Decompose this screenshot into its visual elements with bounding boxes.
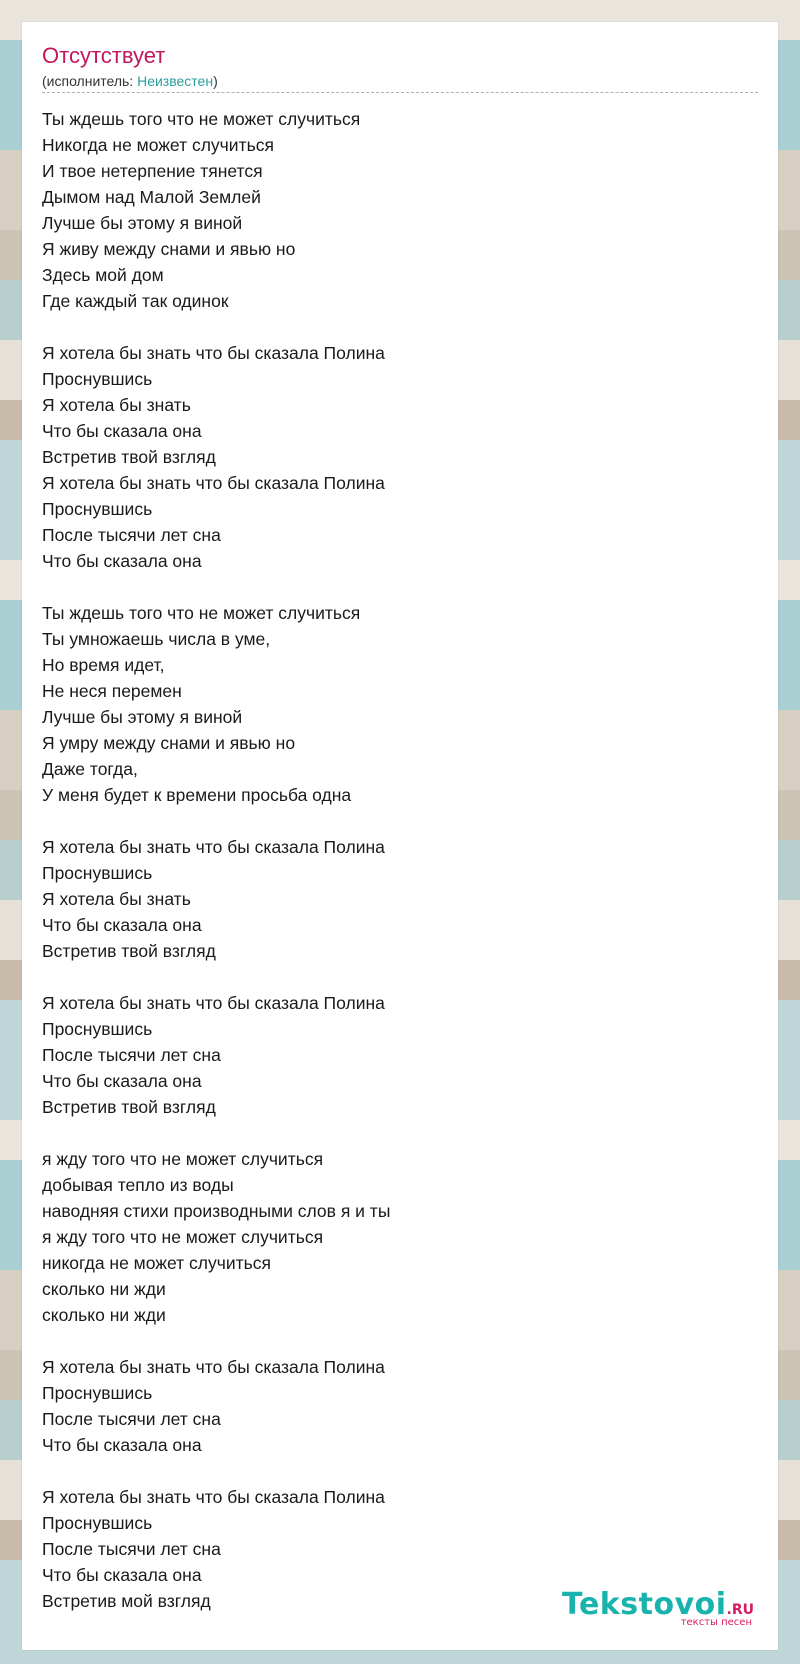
- lyric-line: Встретив твой взгляд: [42, 447, 216, 467]
- lyric-line: У меня будет к времени просьба одна: [42, 785, 352, 805]
- lyric-line: После тысячи лет сна: [42, 1409, 221, 1429]
- lyric-line: Что бы сказала она: [42, 915, 202, 935]
- lyric-line: Проснувшись: [42, 1019, 153, 1039]
- lyric-line: Я хотела бы знать что бы сказала Полина: [42, 1357, 385, 1377]
- lyric-line: Ты ждешь того что не может случиться: [42, 603, 361, 623]
- site-logo[interactable]: [561, 1587, 754, 1628]
- lyric-line: Я хотела бы знать что бы сказала Полина: [42, 993, 385, 1013]
- lyric-line: Что бы сказала она: [42, 1565, 202, 1585]
- artist-link[interactable]: Неизвестен: [137, 73, 214, 89]
- lyric-line: Встретив мой взгляд: [42, 1591, 211, 1611]
- lyric-line: После тысячи лет сна: [42, 1045, 221, 1065]
- lyric-line: Не неся перемен: [42, 681, 182, 701]
- lyric-line: Я хотела бы знать что бы сказала Полина: [42, 473, 385, 493]
- lyric-line: наводняя стихи производными слов я и ты: [42, 1201, 391, 1221]
- lyric-line: Что бы сказала она: [42, 421, 202, 441]
- lyric-line: Что бы сказала она: [42, 1435, 202, 1455]
- lyric-line: добывая тепло из воды: [42, 1175, 234, 1195]
- lyric-line: Никогда не может случиться: [42, 135, 274, 155]
- lyric-line: Проснувшись: [42, 1383, 153, 1403]
- lyric-line: Дымом над Малой Землей: [42, 187, 261, 207]
- lyrics-stanza: [42, 1146, 742, 1328]
- lyric-line: сколько ни жди: [42, 1279, 166, 1299]
- title-separator: [42, 92, 758, 93]
- lyric-line: никогда не может случиться: [42, 1253, 271, 1273]
- lyrics-stanza: [42, 106, 742, 314]
- lyric-line: Я хотела бы знать что бы сказала Полина: [42, 1487, 385, 1507]
- lyric-line: Но время идет,: [42, 655, 165, 675]
- lyric-line: Встретив твой взгляд: [42, 941, 216, 961]
- lyric-line: И твое нетерпение тянется: [42, 161, 263, 181]
- lyric-line: Даже тогда,: [42, 759, 138, 779]
- lyric-line: Я живу между снами и явью но: [42, 239, 296, 259]
- lyric-line: Проснувшись: [42, 369, 153, 389]
- lyric-line: Где каждый так одинок: [42, 291, 229, 311]
- lyric-line: Я хотела бы знать что бы сказала Полина: [42, 837, 385, 857]
- lyrics-stanza: [42, 990, 742, 1120]
- lyric-line: я жду того что не может случиться: [42, 1149, 324, 1169]
- lyric-line: я жду того что не может случиться: [42, 1227, 324, 1247]
- lyric-line: После тысячи лет сна: [42, 525, 221, 545]
- lyric-line: Я умру между снами и явью но: [42, 733, 296, 753]
- lyric-line: Встретив твой взгляд: [42, 1097, 216, 1117]
- lyric-line: Ты умножаешь числа в уме,: [42, 629, 271, 649]
- lyrics-card: [22, 22, 778, 1650]
- artist-suffix: ): [213, 73, 218, 89]
- lyric-line: Что бы сказала она: [42, 1071, 202, 1091]
- logo-tagline: тексты песен: [680, 1617, 752, 1628]
- lyrics-stanza: [42, 1354, 742, 1458]
- lyrics-stanza: [42, 340, 742, 574]
- logo-main-text: Tekstovoi: [561, 1587, 727, 1622]
- lyric-line: Я хотела бы знать: [42, 395, 191, 415]
- lyric-line: Ты ждешь того что не может случиться: [42, 109, 361, 129]
- lyric-line: Лучше бы этому я виной: [42, 213, 243, 233]
- lyric-line: Проснувшись: [42, 863, 153, 883]
- lyric-line: Я хотела бы знать: [42, 889, 191, 909]
- lyric-line: сколько ни жди: [42, 1305, 166, 1325]
- lyric-line: После тысячи лет сна: [42, 1539, 221, 1559]
- lyric-line: Я хотела бы знать что бы сказала Полина: [42, 343, 385, 363]
- logo-tld: .RU: [726, 1602, 754, 1618]
- lyric-line: Проснувшись: [42, 1513, 153, 1533]
- lyrics-body: [42, 106, 742, 1640]
- lyric-line: Проснувшись: [42, 499, 153, 519]
- artist-prefix: (исполнитель:: [42, 73, 138, 89]
- lyric-line: Лучше бы этому я виной: [42, 707, 243, 727]
- lyrics-stanza: [42, 600, 742, 808]
- lyric-line: Здесь мой дом: [42, 265, 164, 285]
- artist-line: [42, 72, 218, 90]
- lyric-line: Что бы сказала она: [42, 551, 202, 571]
- lyrics-stanza: [42, 834, 742, 964]
- song-title: Отсутствует: [42, 43, 166, 68]
